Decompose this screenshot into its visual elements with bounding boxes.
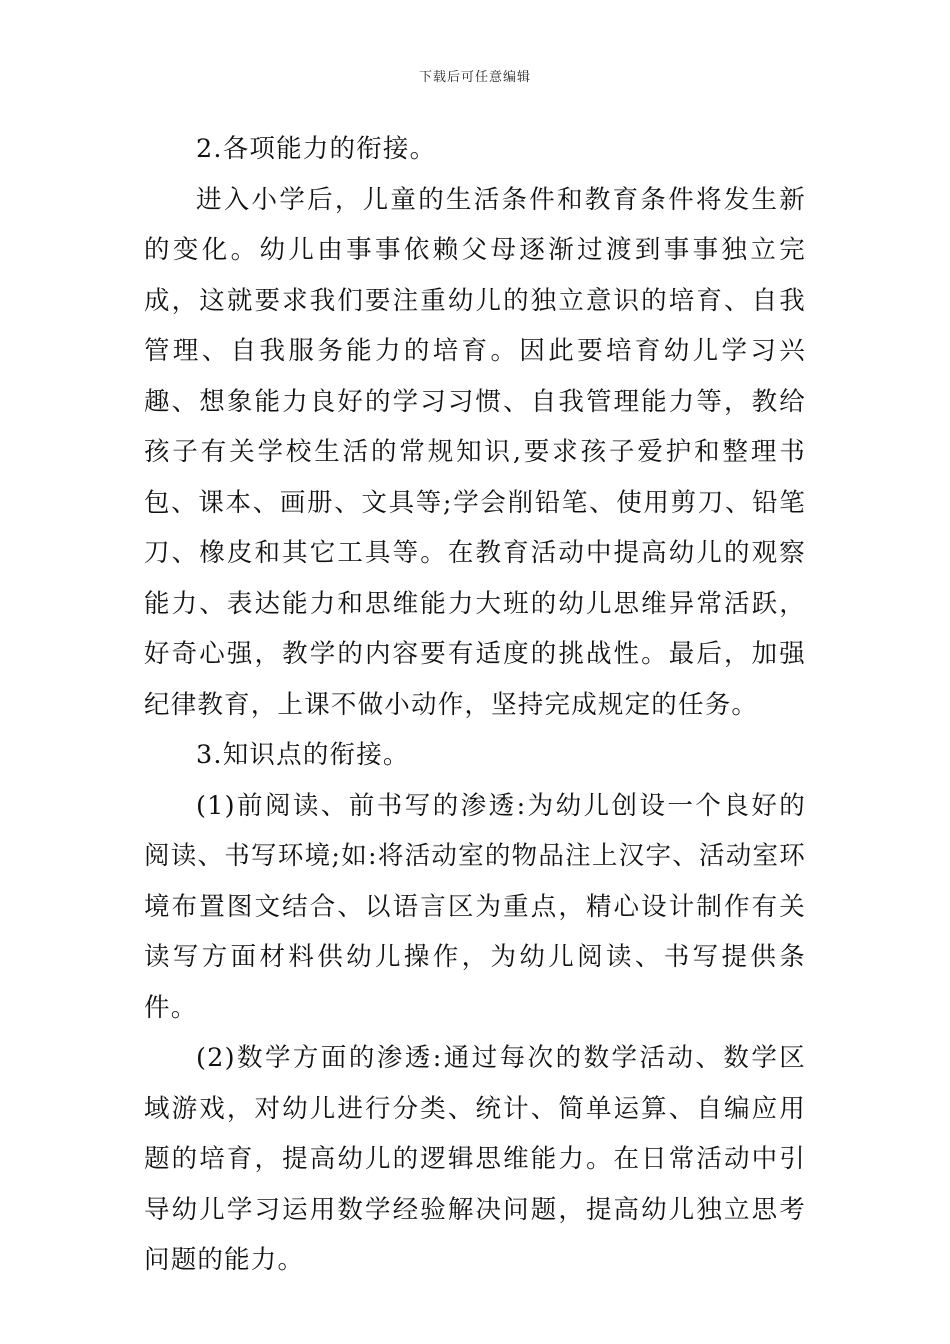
page-header: 下载后可任意编辑: [418, 70, 531, 85]
paragraph-abilities: 进入小学后，儿童的生活条件和教育条件将发生新的变化。幼儿由事事依赖父母逐渐过渡到事事独立完成，这就要求我们要注重幼儿的独立意识的培育、自我管理、自我服务能力的培育。因此要培育幼儿学习兴趣、想象能力良好的学习习惯、自我管理能力等，教给孩子有关学校生活的常规知识,要求孩子爱护和整理书包、课本、画册、文具等;学会削铅笔、使用剪刀、铅笔刀、橡皮和其它工具等。在教育活动中提高幼儿的观察能力、表达能力和思维能力大班的幼儿思维异常活跃，好奇心强，教学的内容要有适度的挑战性。最后，加强纪律教育，上课不做小动作，坚持完成规定的任务。: [144, 184, 806, 720]
section-heading-abilities: 2.各项能力的衔接。: [196, 134, 437, 164]
section-heading-knowledge: 3.知识点的衔接。: [196, 740, 410, 770]
paragraph-math: (2)数学方面的渗透:通过每次的数学活动、数学区域游戏，对幼儿进行分类、统计、简单运算、自编应用题的培育，提高幼儿的逻辑思维能力。在日常活动中引导幼儿学习运用数学经验解决问题，提高幼儿独立思考问题的能力。: [144, 1043, 806, 1275]
document-body: [144, 124, 806, 1286]
paragraph-reading-writing: (1)前阅读、前书写的渗透:为幼儿创设一个良好的阅读、书写环境;如:将活动室的物品注上汉字、活动室环境布置图文结合、以语言区为重点，精心设计制作有关读写方面材料供幼儿操作，为幼儿阅读、书写提供条件。: [144, 790, 806, 1023]
